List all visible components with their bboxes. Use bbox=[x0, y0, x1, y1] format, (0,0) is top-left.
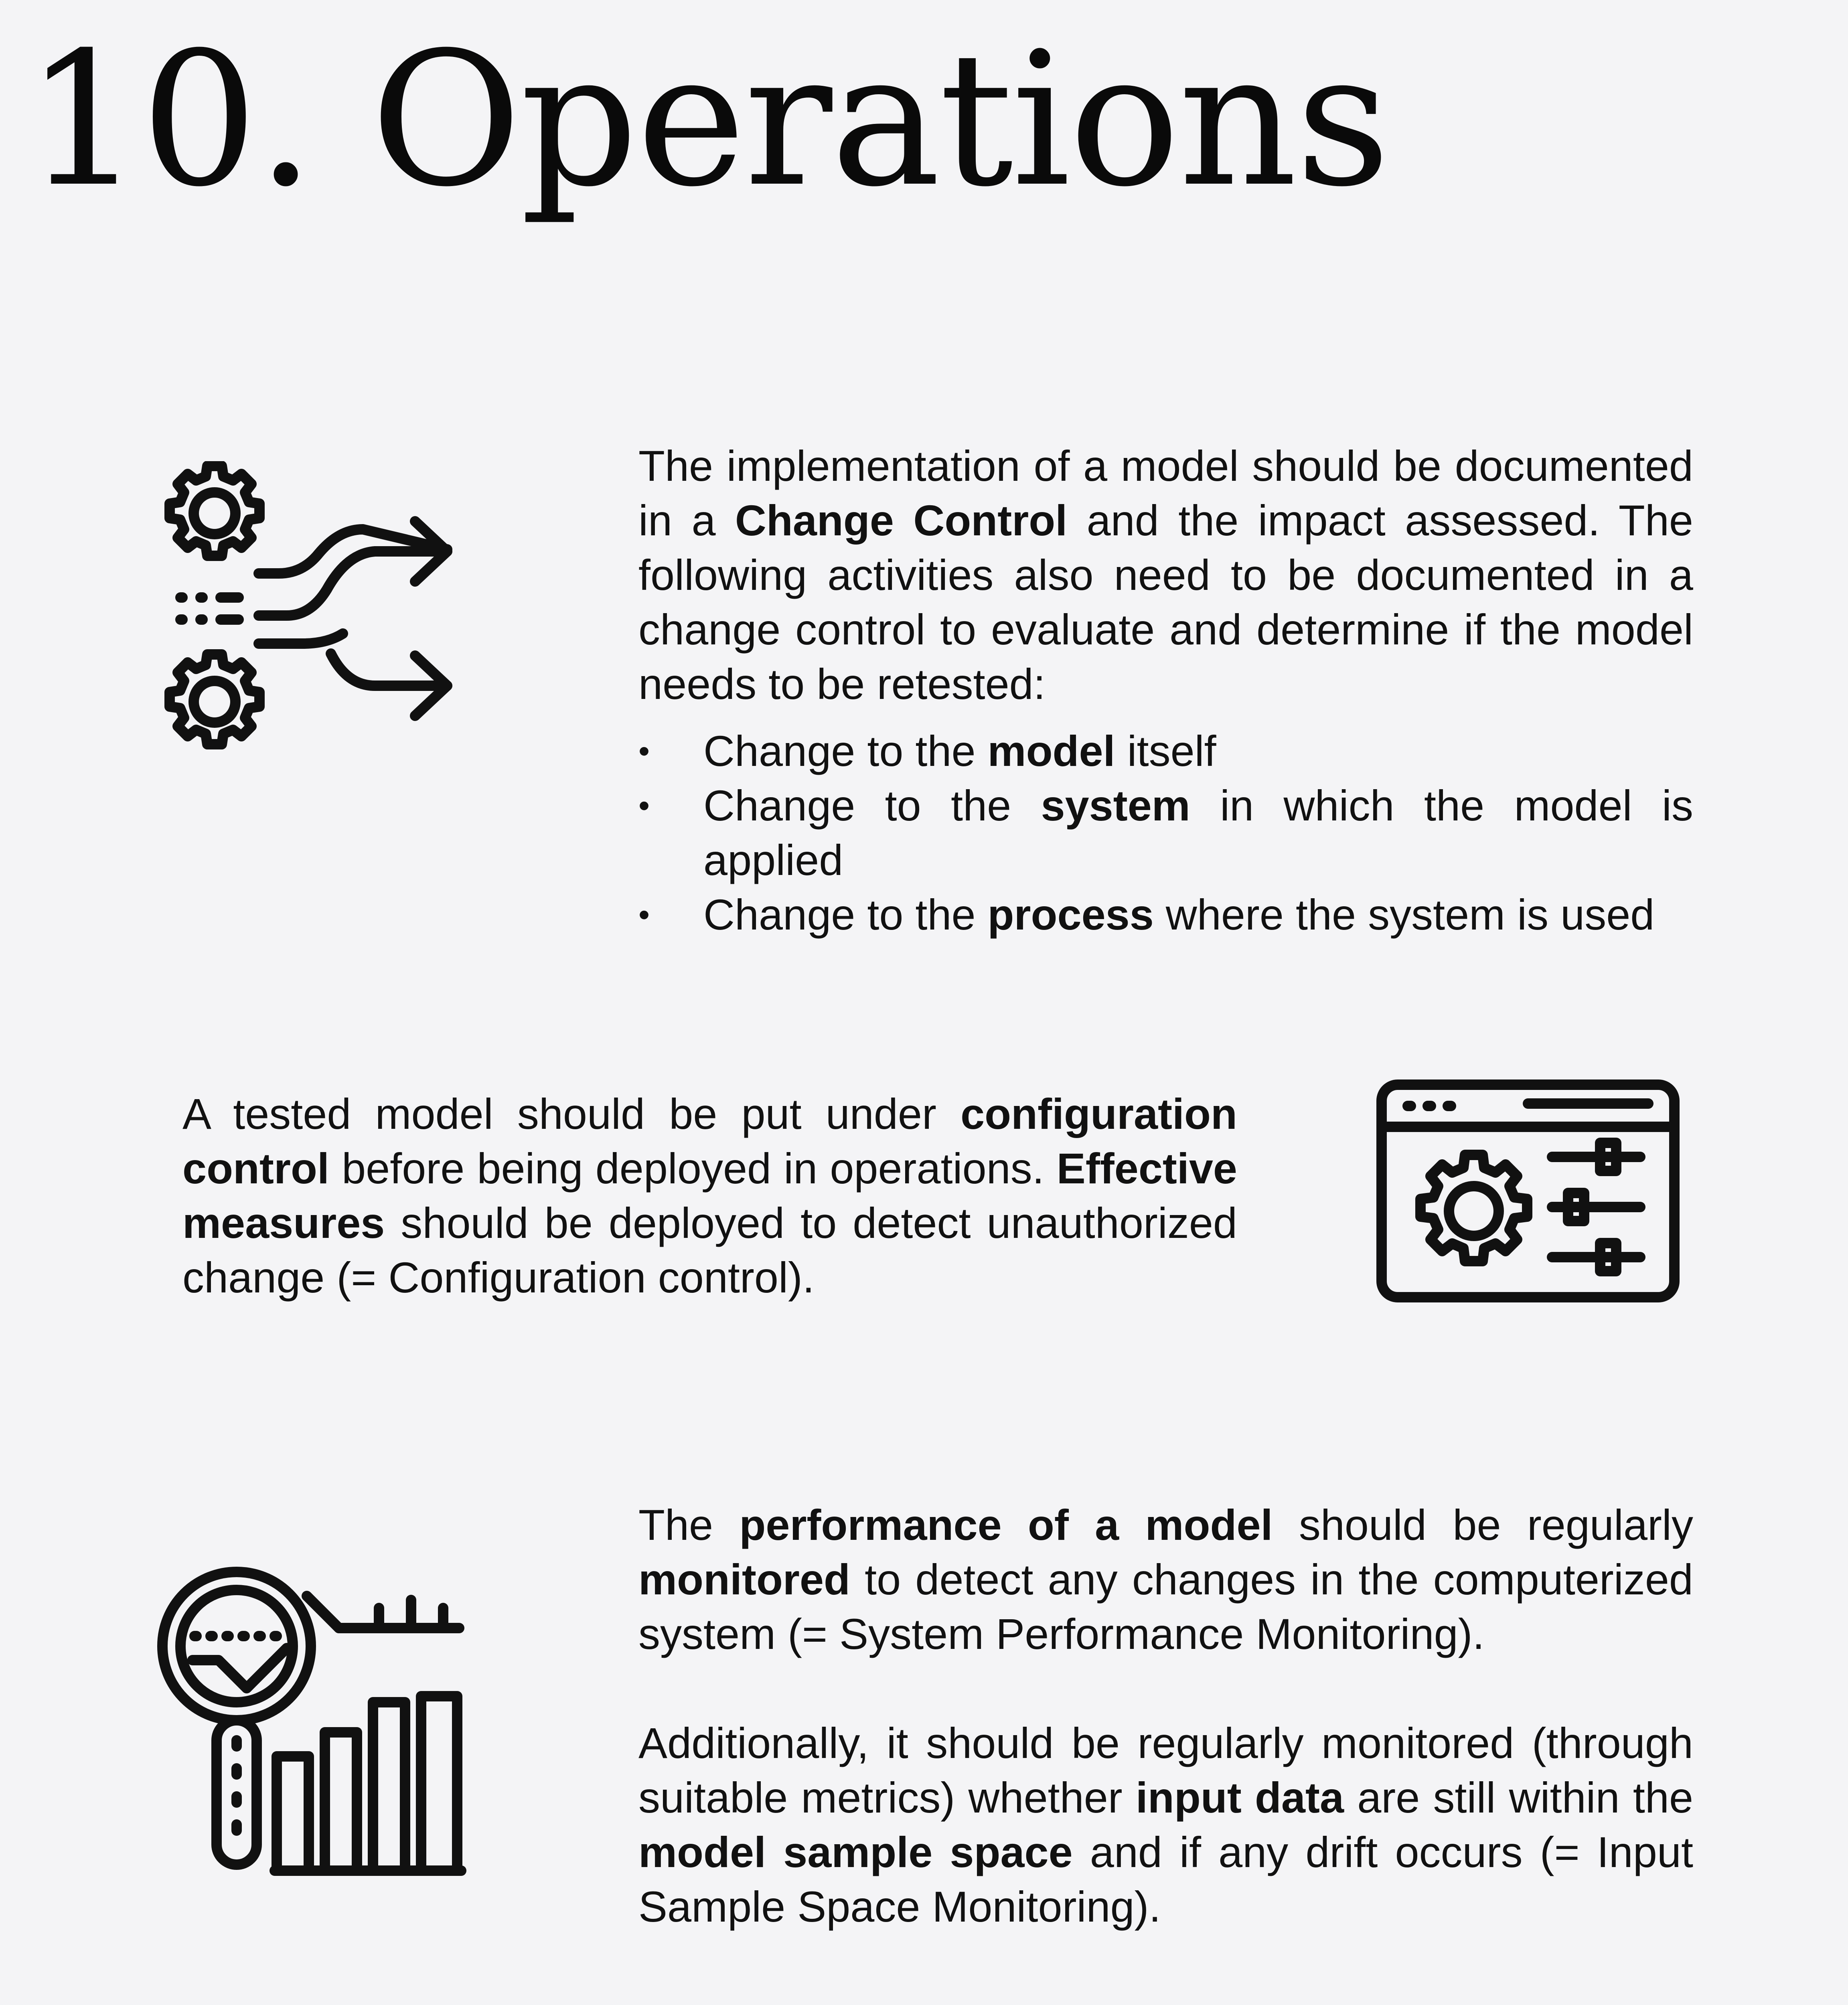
page-title: 10. Operations bbox=[25, 13, 1389, 227]
change-activities-list bbox=[638, 724, 1693, 942]
list-item: • Change to the system in which the model is applied bbox=[638, 778, 1693, 887]
performance-monitoring-paragraph: The performance of a model should be regularly monitored to detect any changes in the computerized system (= System Performance Monitoring). bbox=[638, 1501, 1694, 1658]
configuration-control-paragraph: A tested model should be put under configuration control before being deployed in operations. Effective measures should be deployed to detect unauthorized change (= Configuration control). bbox=[182, 1090, 1237, 1302]
input-space-monitoring-paragraph: Additionally, it should be regularly monitored (through suitable metrics) whether input data are still within the model sample space and if any drift occurs (= Input Sample Space Monitoring). bbox=[638, 1719, 1694, 1931]
list-item: • Change to the model itself bbox=[638, 724, 1693, 778]
settings-window-sliders-icon bbox=[1376, 1079, 1680, 1303]
list-item: • Change to the process where the system is used bbox=[638, 887, 1693, 942]
gears-branching-arrows-icon bbox=[158, 461, 463, 766]
change-control-paragraph: The implementation of a model should be documented in a Change Control and the impact assessed. The following activities also need to be documented in a change control to evaluate and determine if the model needs to be retested: bbox=[638, 442, 1693, 708]
magnifier-bar-chart-icon bbox=[154, 1564, 467, 1877]
